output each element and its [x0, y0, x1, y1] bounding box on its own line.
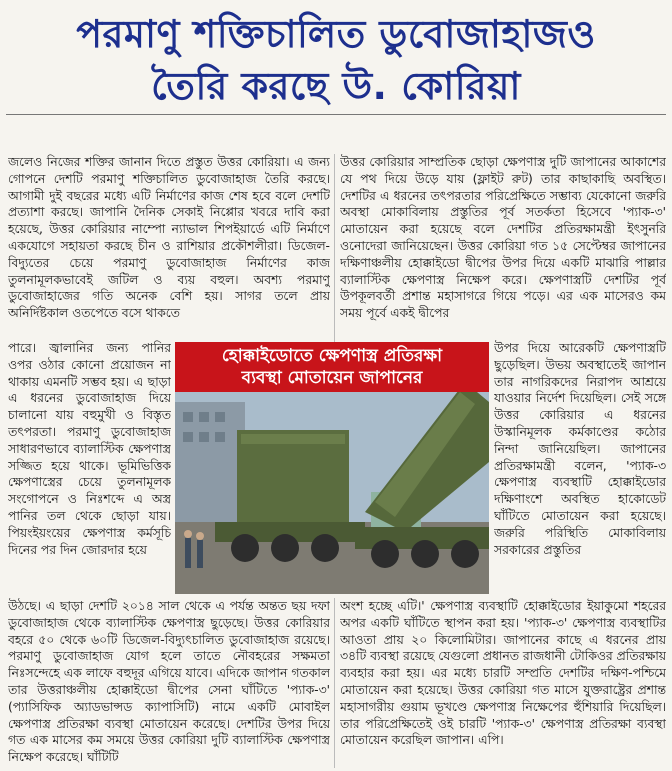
headline-line-1: পরমাণু শক্তিচালিত ডুবোজাহাজও	[76, 12, 596, 56]
article-column-left-narrow	[8, 340, 171, 596]
column-divider	[334, 598, 335, 768]
article-column-bottom-right	[340, 598, 666, 768]
article-text: পারে। জ্বালানির জন্য পানির ওপর ওঠার কোনো প্রয়োজন না থাকায় এমনটি সম্ভব হয়। এ ছাড়া এ ধরনের ডুবোজাহাজ দিয়ে চালানো যায় বহুমুখী ও বিস্তৃত তৎপরতা। পরমাণু ডুবোজাহাজ সাধারণভাবে ব্যালাস্টিক ক্ষেপণাস্ত্র সজ্জিত হয়ে থাকে। ভূমিভিত্তিক ক্ষেপণাস্ত্রের চেয়ে তুলনামূলক সংগোপনে ও নিঃশব্দে এ অস্ত্র পানির তল থেকে ছোড়া যায়। পিয়ংইয়ংয়ের ক্ষেপণাস্ত্র কর্মসূচি দিনের পর দিন জোরদার হয়ে	[8, 341, 171, 557]
headline	[0, 8, 672, 112]
article-column-bottom-left	[8, 598, 330, 768]
headline-rule	[6, 114, 666, 115]
photo-caption-line-1: হোক্কাইডোতে ক্ষেপণাস্ত্র প্রতিরক্ষা	[221, 346, 443, 366]
article-text: উত্তর কোরিয়ার সাম্প্রতিক ছোড়া ক্ষেপণাস্ত্র দুটি জাপানের আকাশের যে পথ দিয়ে উড়ে যায় (ফ্লাইট রুট) তার কাছাকাছি অবস্থিত। দেশটির এ ধরনের তৎপরতার পরিপ্রেক্ষিতে সম্ভাব্য যেকোনো জরুরি অবস্থা মোকাবিলায় প্রস্তুতির পূর্ব সতর্কতা হিসেবে 'প্যাক-৩' মোতায়েন করা হয়েছে বলে দেশটির প্রতিরক্ষামন্ত্রী ইৎসুনরি ওনোদেরা জানিয়েছেন। উত্তর কোরিয়া গত ১৫ সেপ্টেম্বর জাপানের দক্ষিণাঞ্চলীয় হোক্কাইডো দ্বীপের উপর দিয়ে একটি মাঝারি পাল্লার ব্যালাস্টিক ক্ষেপণাস্ত্র নিক্ষেপ করে। ক্ষেপণাস্ত্রটি দেশটির পূর্ব উপকূলবর্তী প্রশান্ত মহাসাগরে গিয়ে পড়ে। এর এক মাসেরও কম সময় পূর্বে একই দ্বীপের	[340, 155, 666, 321]
photo-caption	[175, 342, 489, 392]
headline-line-2: তৈরি করছে উ. কোরিয়া	[151, 64, 521, 108]
article-column-right-narrow	[494, 340, 666, 596]
article-text: জলেও নিজের শক্তির জানান দিতে প্রস্তুত উত্তর কোরিয়া। এ জন্য গোপনে দেশটি পরমাণু শক্তিচালিত ডুবোজাহাজ তৈরি করছে। আগামী দুই বছরের মধ্যে এটি নির্মাণের কাজ শেষ হবে বলে দেশটি প্রত্যাশা করছে। জাপানি দৈনিক সেকাই নিপ্পোর খবরে দাবি করা হয়েছে, উত্তর কোরিয়ার নাম্পো ন্যাভাল শিপইয়ার্ডে এটি নির্মাণে একযোগে সহায়তা করছে চীন ও রাশিয়ার প্রকৌশলীরা। ডিজেল-বিদ্যুতের চেয়ে পরমাণু ডুবোজাহাজ নির্মাণের কাজ তুলনামূলকভাবেই জটিল ও ব্যয় বহুল। অবশ্য পরমাণু ডুবোজাহাজের গতি অনেক বেশি হয়। সাগর তলে প্রায় অনির্দিষ্টকাল ওতপেতে বসে থাকতে	[8, 155, 330, 321]
photo-caption-line-2: ব্যবস্থা মোতায়েন জাপানের	[241, 368, 423, 388]
article-column-right-top	[340, 154, 666, 340]
article-text: উঠছে। এ ছাড়া দেশটি ২০১৪ সাল থেকে এ পর্যন্ত অন্তত ছয় দফা ডুবোজাহাজ থেকে ব্যালাস্টিক ক্ষেপণাস্ত্র ছুড়েছে। উত্তর কোরিয়ার বহরে ৫০ থেকে ৬০টি ডিজেল-বিদ্যুৎচালিত ডুবোজাহাজ রয়েছে। পরমাণু ডুবোজাহাজ যোগ হলে তাতে নৌবহরের সক্ষমতা নিঃসন্দেহে এক লাফে বহুদূর এগিয়ে যাবে। এদিকে জাপান গতকাল তার উত্তরাঞ্চলীয় হোক্কাইডো দ্বীপের সেনা ঘাঁটিতে 'প্যাক-৩' (প্যাসিফিক অ্যাডভান্সড ক্যাপাসিটি) নামে একটি মোবাইল ক্ষেপণাস্ত্র প্রতিরক্ষা ব্যবস্থা মোতায়েন করেছে। দেশটির উপর দিয়ে গত এক মাসের কম সময়ে উত্তর কোরিয়া দুটি ব্যালাস্টিক ক্ষেপণাস্ত্র নিক্ষেপ করেছে। ঘাঁটিটি	[8, 599, 330, 765]
column-divider	[334, 154, 335, 344]
article-column-left-top	[8, 154, 330, 340]
article-text: উপর দিয়ে আরেকটি ক্ষেপণাস্ত্রটি ছুড়েছিল। উভয় অবস্থাতেই জাপান তার নাগরিকদের নিরাপদ আশ্রয়ে যাওয়ার নির্দেশ দিয়েছিল। সেই সঙ্গে উত্তর কোরিয়ার এ ধরনের উস্কানিমূলক কর্মকাণ্ডের কঠোর নিন্দা জানিয়েছিল। জাপানের প্রতিরক্ষামন্ত্রী বলেন, 'প্যাক-৩ ক্ষেপণাস্ত্র ব্যবস্থাটি হোক্কাইডোর দক্ষিণাংশে অবস্থিত হাকোডেট ঘাঁটিতে মোতায়েন করা হয়েছে। জরুরি পরিস্থিতি মোকাবিলায় সরকারের প্রস্তুতির	[494, 341, 666, 557]
article-text: অংশ হচ্ছে এটি।' ক্ষেপণাস্ত্র ব্যবস্থাটি হোক্কাইডোর ইয়াকুমো শহরের অপর একটি ঘাঁটিতে স্থাপন করা হয়। 'প্যাক-৩' ক্ষেপণাস্ত্র ব্যবস্থাটির আওতা প্রায় ২০ কিলোমিটার। জাপানের কাছে এ ধরনের প্রায় ৩৪টি ব্যবস্থা রয়েছে যেগুলো প্রধানত রাজধানী টোকিওর প্রতিরক্ষায় ব্যবহার করা হয়। এর মধ্যে চারটি সম্প্রতি দেশটির দক্ষিণ-পশ্চিমে মোতায়েন করা হয়েছে। উত্তর কোরিয়া গত মাসে যুক্তরাষ্ট্রের প্রশান্ত মহাসাগরীয় গুয়াম ভূখণ্ডে ক্ষেপণাস্ত্র নিক্ষেপের হুঁশিয়ারি দিয়েছিল। তার পরিপ্রেক্ষিতেই ওই চারটি 'প্যাক-৩' ক্ষেপণাস্ত্র প্রতিরক্ষা ব্যবস্থা মোতায়েন করেছিল জাপান। এপি।	[340, 599, 666, 748]
